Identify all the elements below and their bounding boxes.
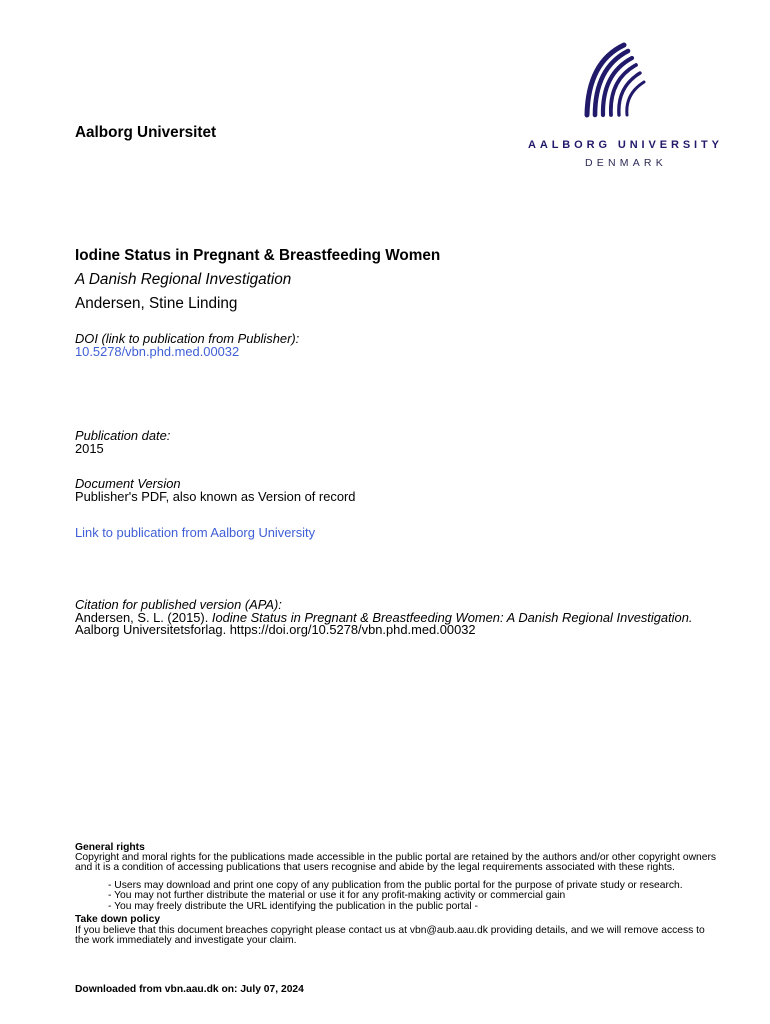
takedown-text: the work immediately and investigate your claim. (75, 935, 297, 946)
citation-authors-year: Andersen, S. L. (2015). (75, 609, 212, 625)
takedown-heading: Take down policy (75, 914, 161, 925)
doi-label: DOI (link to publication from Publisher): (75, 331, 300, 346)
citation-publisher-line: Aalborg Universitetsforlag. https://doi.org/10.5278/vbn.phd.med.00032 (75, 622, 476, 638)
document-version-section (75, 477, 355, 503)
publication-date-section (75, 429, 170, 455)
rights-bullet: - You may not further distribute the material or use it for any profit-making activity or commercial gain (108, 890, 566, 902)
general-rights-text: and it is a condition of accessing publications that users recognise and abide by the legal requirements associated with these rights. (75, 862, 675, 873)
institution-name: Aalborg Universitet (75, 124, 217, 141)
takedown-text: If you believe that this document breaches copyright please contact us at vbn@aub.aau.dk providing details, and we will remove access to (75, 924, 705, 936)
citation-title: Iodine Status in Pregnant & Breastfeeding Women: A Danish Regional Investigation. (211, 609, 693, 625)
publication-subtitle: A Danish Regional Investigation (75, 271, 292, 288)
citation-section (75, 599, 692, 637)
publication-date-label: Publication date: (75, 428, 171, 443)
rights-bullet: - Users may download and print one copy of any publication from the public portal for the purpose of private study or research. (108, 880, 683, 891)
document-version-label: Document Version (75, 476, 181, 491)
rights-bullet: - You may freely distribute the URL identifying the publication in the public portal - (108, 900, 478, 912)
doi-section (75, 332, 299, 358)
download-footer: Downloaded from vbn.aau.dk on: July 07, 2024 (75, 984, 304, 995)
doi-link[interactable]: 10.5278/vbn.phd.med.00032 (75, 344, 240, 359)
general-rights-text: Copyright and moral rights for the publications made accessible in the public portal are retained by the authors and/or other copyright owners (75, 852, 717, 863)
document-version-value: Publisher's PDF, also known as Version of record (75, 489, 356, 504)
aau-publication-link[interactable]: Link to publication from Aalborg University (75, 525, 316, 540)
logo-wordmark: AALBORG UNIVERSITY (528, 139, 723, 151)
general-rights-heading: General rights (75, 842, 145, 853)
rights-bullet-list (108, 881, 683, 912)
aau-link-section (75, 526, 315, 539)
publication-title: Iodine Status in Pregnant & Breastfeeding Women (75, 247, 441, 264)
aau-wave-logo-icon (584, 42, 648, 118)
logo-country: DENMARK (585, 157, 667, 169)
publication-author: Andersen, Stine Linding (75, 295, 238, 312)
general-rights-section (75, 843, 716, 873)
takedown-policy-section (75, 915, 705, 947)
citation-label: Citation for published version (APA): (75, 597, 282, 612)
publication-date-value: 2015 (75, 441, 104, 456)
